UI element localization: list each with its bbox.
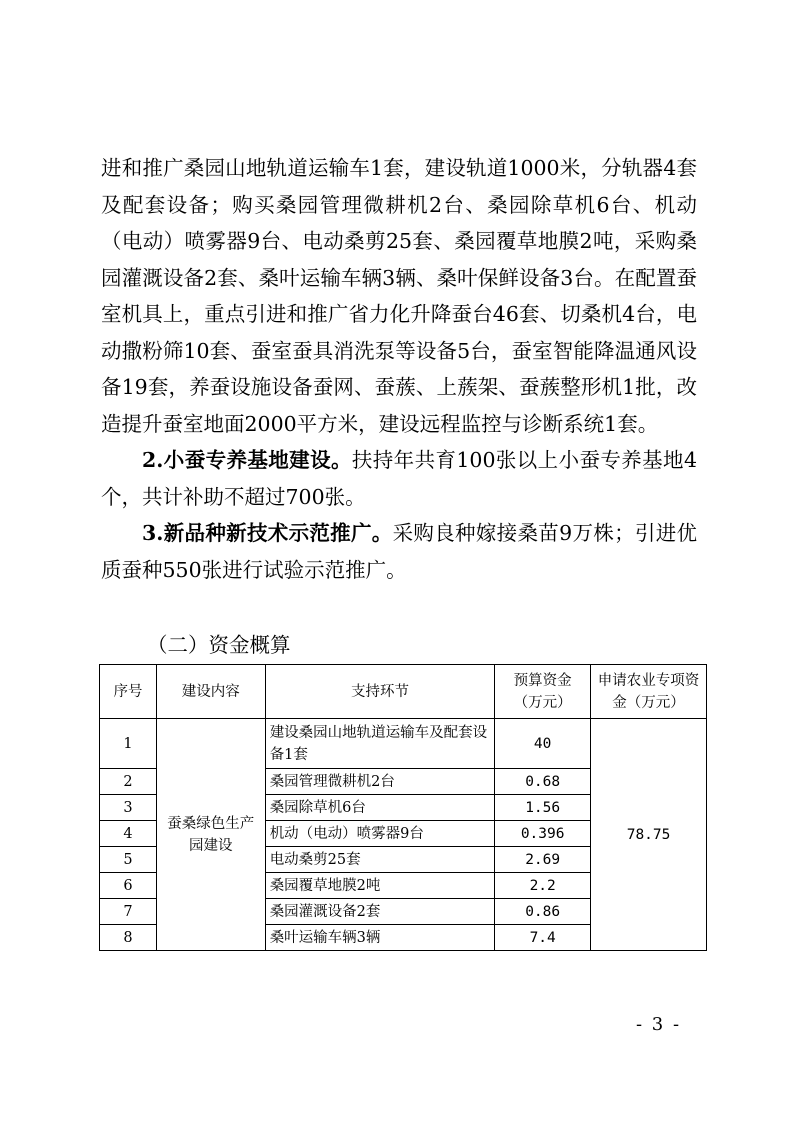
- row-item: 桑园除草机6台: [265, 795, 495, 821]
- row-no: 8: [100, 925, 157, 951]
- row-budget: 2.69: [495, 847, 591, 873]
- row-no: 7: [100, 899, 157, 925]
- row-no: 3: [100, 795, 157, 821]
- header-seq: 序号: [100, 665, 157, 719]
- header-link: 支持环节: [265, 665, 495, 719]
- header-special-fund: 申请农业专项资金（万元）: [591, 665, 707, 719]
- heading-silkworm-base: 2.小蚕专养基地建设。: [142, 448, 352, 472]
- row-item: 桑叶运输车辆3辆: [265, 925, 495, 951]
- row-budget: 0.68: [495, 769, 591, 795]
- header-budget: 预算资金（万元）: [495, 665, 591, 719]
- section-subheading: （二）资金概算: [147, 633, 291, 657]
- paragraph-silkworm-base: [101, 442, 697, 515]
- budget-table: [99, 664, 707, 951]
- paragraph-equipment: 进和推广桑园山地轨道运输车1套，建设轨道1000米，分轨器4套及配套设备；购买桑园管理微耕机2台、桑园除草机6台、机动（电动）喷雾器9台、电动桑剪25套、桑园覆草地膜2吨，采购桑园灌溉设备2套、桑叶运输车辆3辆、桑叶保鲜设备3台。在配置蚕室机具上，重点引进和推广省力化升降蚕台46套、切桑机4台，电动撒粉筛10套、蚕室蚕具消洗泵等设备5台，蚕室智能降温通风设备19套，养蚕设施设备蚕网、蚕蔟、上蔟架、蚕蔟整形机1批，改造提升蚕室地面2000平方米，建设远程监控与诊断系统1套。: [101, 156, 697, 436]
- row-no: 6: [100, 873, 157, 899]
- row-item: 桑园管理微耕机2台: [265, 769, 495, 795]
- row-item: 桑园覆草地膜2吨: [265, 873, 495, 899]
- row-budget: 2.2: [495, 873, 591, 899]
- row-budget: 0.396: [495, 821, 591, 847]
- group-total: 78.75: [591, 719, 707, 951]
- row-item: 建设桑园山地轨道运输车及配套设备1套: [265, 719, 495, 769]
- table-header-row: [100, 665, 707, 719]
- row-item: 电动桑剪25套: [265, 847, 495, 873]
- row-budget: 0.86: [495, 899, 591, 925]
- group-label: 蚕桑绿色生产园建设: [156, 719, 265, 951]
- row-budget: 7.4: [495, 925, 591, 951]
- text-silkworm-base: 扶持年共育100张以上小蚕专养基地4个，共计补助不超过700张。: [101, 448, 697, 509]
- row-no: 4: [100, 821, 157, 847]
- row-budget: 40: [495, 719, 591, 769]
- row-item: 桑园灌溉设备2套: [265, 899, 495, 925]
- heading-new-variety: 3.新品种新技术示范推广。: [142, 521, 393, 545]
- text-new-variety: 采购良种嫁接桑苗9万株；引进优质蚕种550张进行试验示范推广。: [101, 521, 697, 582]
- table-row: [100, 719, 707, 769]
- row-no: 5: [100, 847, 157, 873]
- body-text: [101, 150, 697, 588]
- row-budget: 1.56: [495, 795, 591, 821]
- row-no: 2: [100, 769, 157, 795]
- row-no: 1: [100, 719, 157, 769]
- row-item: 机动（电动）喷雾器9台: [265, 821, 495, 847]
- paragraph-new-variety: [101, 515, 697, 588]
- header-content: 建设内容: [156, 665, 265, 719]
- page-number: - 3 -: [636, 1014, 682, 1035]
